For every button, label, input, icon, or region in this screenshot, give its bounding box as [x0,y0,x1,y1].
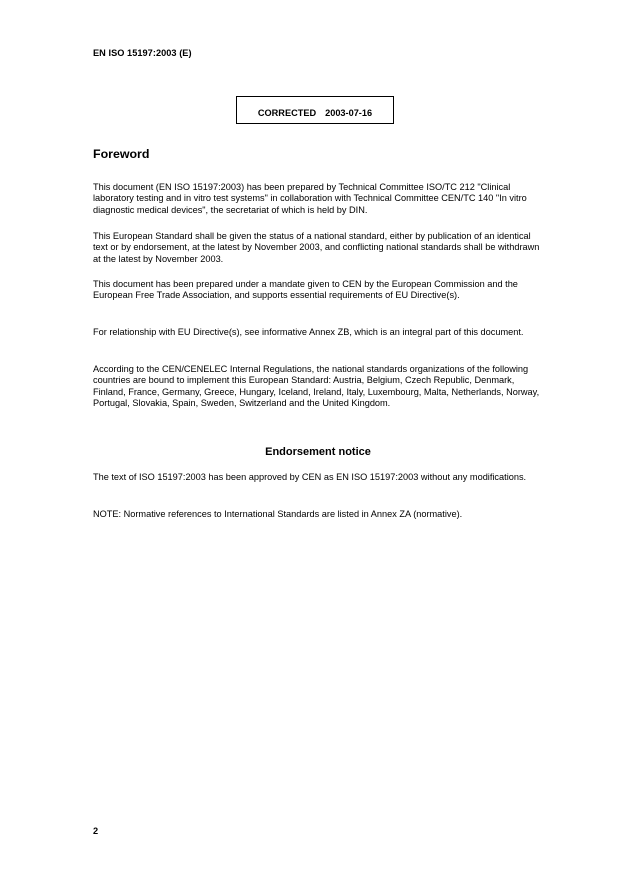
corrected-label: CORRECTED [257,108,317,118]
corrected-date: 2003-07-16 [325,108,373,118]
foreword-heading: Foreword [93,147,150,161]
page-number: 2 [93,826,99,836]
corrected-notice-box [236,96,394,124]
document-header-id: EN ISO 15197:2003 (E) [93,48,192,58]
endorsement-note: NOTE: Normative references to International Standards are listed in Annex ZA (normative). [93,509,463,519]
foreword-paragraph-1: This document (EN ISO 15197:2003) has been prepared by Technical Committee ISO/TC 212 "Clinical laboratory testing and in vitro test systems" in collaboration with Technical Committee CEN/TC 140 "In vitro diagnostic medical devices", the secretariat of which is held by DIN. [93,182,527,215]
endorsement-paragraph: The text of ISO 15197:2003 has been approved by CEN as EN ISO 15197:2003 without any modifications. [93,472,527,482]
endorsement-heading: Endorsement notice [265,446,371,458]
foreword-paragraph-2: This European Standard shall be given the status of a national standard, either by publication of an identical text or by endorsement, at the latest by November 2003, and conflicting national standards shall be withdrawn at the latest by November 2003. [93,231,540,264]
foreword-paragraph-3: This document has been prepared under a mandate given to CEN by the European Commission and the European Free Trade Association, and supports essential requirements of EU Directive(s). [93,279,518,301]
foreword-paragraph-4: For relationship with EU Directive(s), see informative Annex ZB, which is an integral part of this document. [93,327,524,337]
foreword-paragraph-5: According to the CEN/CENELEC Internal Regulations, the national standards organizations of the following countries are bound to implement this European Standard: Austria, Belgium, Czech Republic, Denmark, Finland, France, Germany, Greece, Hungary, Iceland, Ireland, Italy, Luxembourg, Malta, Netherlands, Norway, Portugal, Slovakia, Spain, Sweden, Switzerland and the United Kingdom. [93,364,540,409]
